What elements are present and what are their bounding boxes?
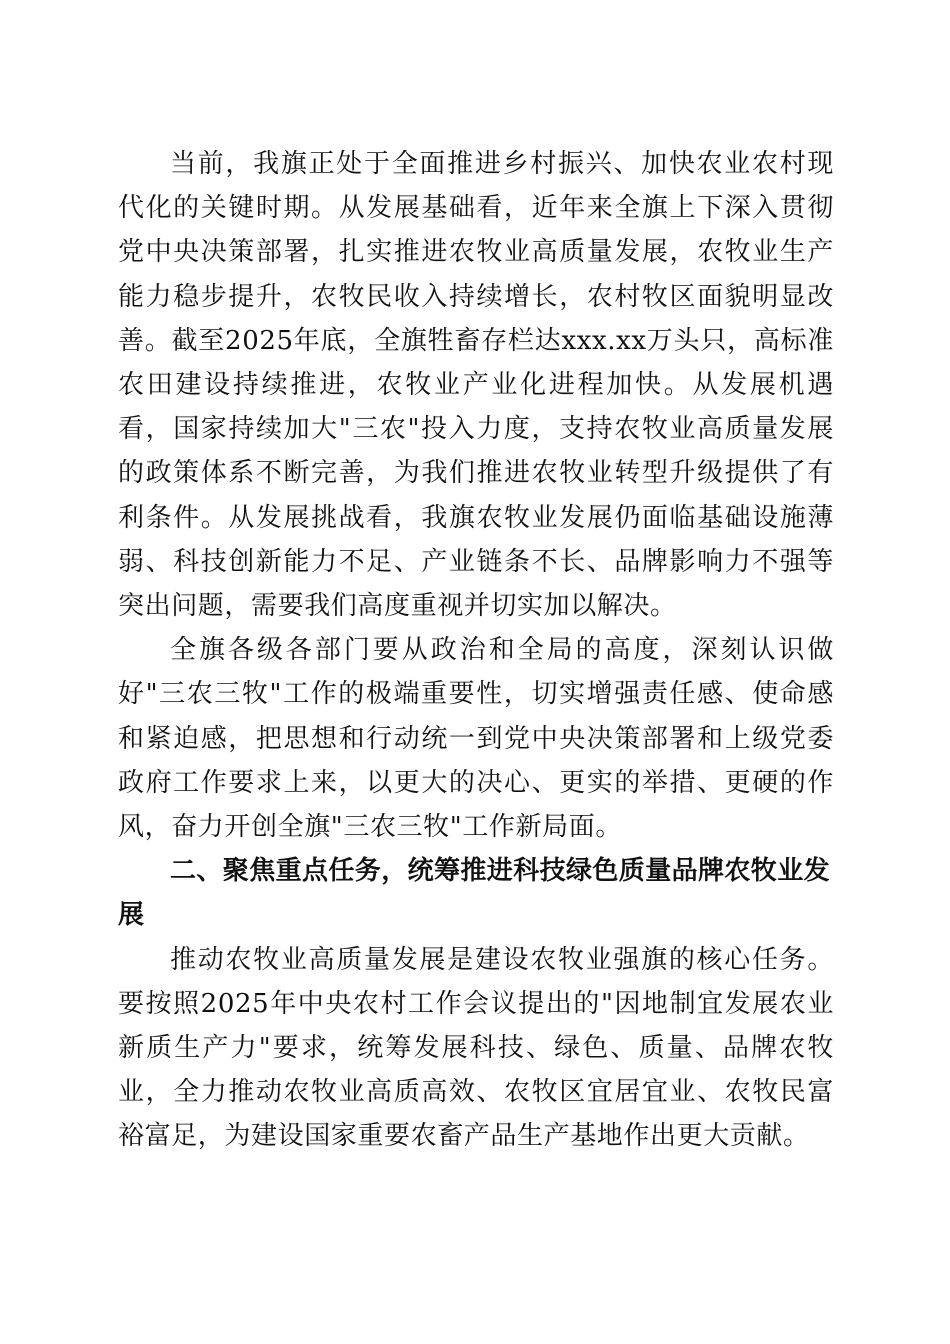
document-body: [118, 142, 834, 1159]
section-heading: 二、聚焦重点任务，统筹推进科技绿色质量品牌农牧业发展: [118, 856, 831, 931]
paragraph-development-situation: 当前，我旗正处于全面推进乡村振兴、加快农业农村现代化的关键时期。从发展基础看，近年来全旗上下深入贯彻党中央决策部署，扎实推进农牧业高质量发展，农牧业生产能力稳步提升，农牧民收入持续增长，农村牧区面貌明显改善。截至2025年底，全旗牲畜存栏达xxx.xx万头只，高标准农田建设持续推进，农牧业产业化进程加快。从发展机遇看，国家持续加大"三农"投入力度，支持农牧业高质量发展的政策体系不断完善，为我们推进农牧业转型升级提供了有利条件。从发展挑战看，我旗农牧业发展仍面临基础设施薄弱、科技创新能力不足、产业链条不长、品牌影响力不强等突出问题，需要我们高度重视并切实加以解决。: [118, 149, 834, 622]
paragraph-key-tasks: 推动农牧业高质量发展是建设农牧业强旗的核心任务。要按照2025年中央农村工作会议提出的"因地制宜发展农业新质生产力"要求，统筹发展科技、绿色、质量、品牌农牧业，全力推动农牧业高质高效、农牧区宜居宜业、农牧民富裕富足，为建设国家重要农畜产品生产基地作出更大贡献。: [118, 944, 834, 1152]
paragraph-importance: 全旗各级各部门要从政治和全局的高度，深刻认识做好"三农三牧"工作的极端重要性，切实增强责任感、使命感和紧迫感，把思想和行动统一到党中央决策部署和上级党委政府工作要求上来，以更大的决心、更实的举措、更硬的作风，奋力开创全旗"三农三牧"工作新局面。: [118, 635, 834, 843]
